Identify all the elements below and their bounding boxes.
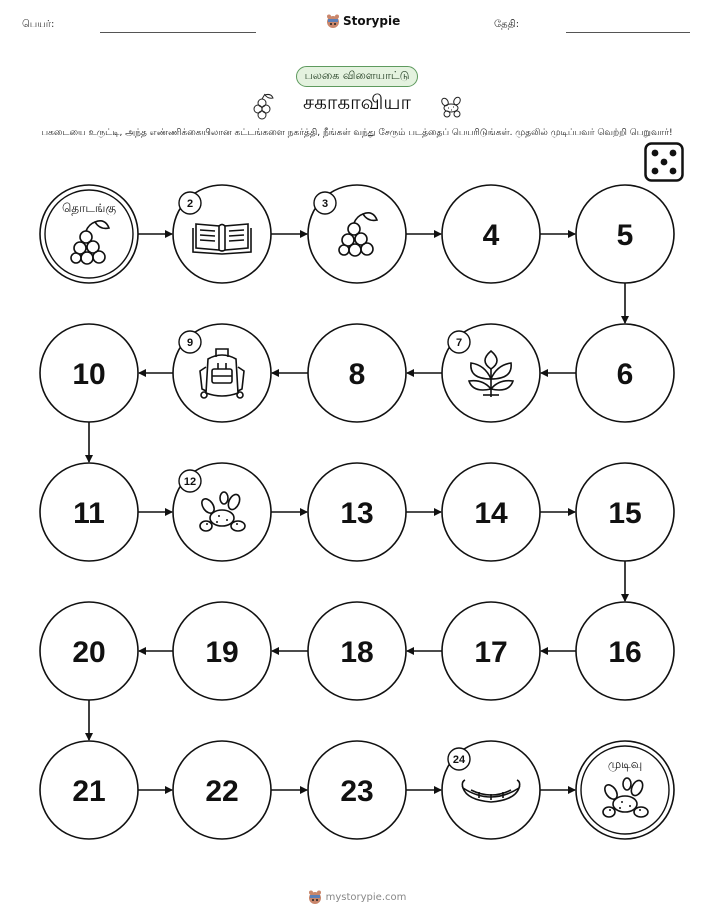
finish-label: முடிவு bbox=[607, 757, 643, 771]
space-number: 11 bbox=[73, 497, 105, 530]
board-space-23[interactable] bbox=[308, 741, 406, 839]
footer bbox=[0, 889, 714, 905]
space-number: 8 bbox=[348, 358, 366, 391]
board-space-17[interactable] bbox=[442, 602, 540, 700]
board-space-10[interactable] bbox=[40, 324, 138, 422]
space-number: 6 bbox=[616, 358, 634, 391]
name-label: பெயர்: bbox=[22, 19, 55, 30]
space-number: 7 bbox=[455, 337, 463, 349]
space-number: 4 bbox=[482, 219, 500, 252]
space-number: 24 bbox=[452, 754, 466, 766]
board-space-8[interactable] bbox=[308, 324, 406, 422]
space-number: 20 bbox=[72, 636, 106, 669]
storypie-mascot-icon bbox=[308, 889, 322, 905]
board-space-7[interactable] bbox=[442, 324, 540, 422]
space-number: 19 bbox=[205, 636, 239, 669]
board-space-20[interactable] bbox=[40, 602, 138, 700]
board-space-25[interactable] bbox=[576, 741, 674, 839]
board-space-6[interactable] bbox=[576, 324, 674, 422]
space-number: 10 bbox=[72, 358, 106, 391]
space-number: 18 bbox=[340, 636, 374, 669]
game-instructions: பகடையை உருட்டி, அந்த எண்ணிக்கையிலான கட்டங்களை நகர்த்தி, நீங்கள் வந்து சேரும் படத்தைப் பெயரிடுங்கள். முதலில் முடிப்பவர் வெற்றி பெறுவார்! bbox=[41, 128, 673, 138]
board-space-21[interactable] bbox=[40, 741, 138, 839]
board-space-22[interactable] bbox=[173, 741, 271, 839]
space-number: 22 bbox=[205, 775, 239, 808]
space-number: 15 bbox=[608, 497, 642, 530]
game-type-badge: பலகை விளையாட்டு bbox=[296, 66, 419, 87]
space-number: 13 bbox=[340, 497, 374, 530]
space-number: 16 bbox=[608, 636, 642, 669]
space-number: 9 bbox=[186, 337, 194, 349]
board-space-4[interactable] bbox=[442, 185, 540, 283]
board-space-2[interactable] bbox=[173, 185, 271, 283]
space-number: 14 bbox=[474, 497, 508, 530]
date-label: தேதி: bbox=[494, 19, 520, 30]
board-space-16[interactable] bbox=[576, 602, 674, 700]
space-circle bbox=[40, 185, 138, 283]
board-space-3[interactable] bbox=[308, 185, 406, 283]
space-number: 21 bbox=[72, 775, 106, 808]
space-number: 17 bbox=[474, 636, 508, 669]
board-space-5[interactable] bbox=[576, 185, 674, 283]
board-space-19[interactable] bbox=[173, 602, 271, 700]
space-number: 12 bbox=[183, 476, 197, 488]
space-number: 23 bbox=[340, 775, 374, 808]
board-space-11[interactable] bbox=[40, 463, 138, 561]
board-space-1[interactable] bbox=[40, 185, 138, 283]
space-number: 3 bbox=[321, 198, 329, 210]
space-number: 2 bbox=[186, 198, 194, 210]
board-space-13[interactable] bbox=[308, 463, 406, 561]
board-space-15[interactable] bbox=[576, 463, 674, 561]
board-space-9[interactable] bbox=[173, 324, 271, 422]
footer-url[interactable]: mystorypie.com bbox=[325, 891, 407, 903]
board-space-18[interactable] bbox=[308, 602, 406, 700]
board-space-14[interactable] bbox=[442, 463, 540, 561]
start-label: தொடங்கு bbox=[61, 201, 117, 215]
brand-name: Storypie bbox=[343, 14, 401, 28]
board-space-12[interactable] bbox=[173, 463, 271, 561]
space-number: 5 bbox=[616, 219, 634, 252]
board-space-24[interactable] bbox=[442, 741, 540, 839]
page-title: சகாகாவியா bbox=[303, 90, 411, 114]
